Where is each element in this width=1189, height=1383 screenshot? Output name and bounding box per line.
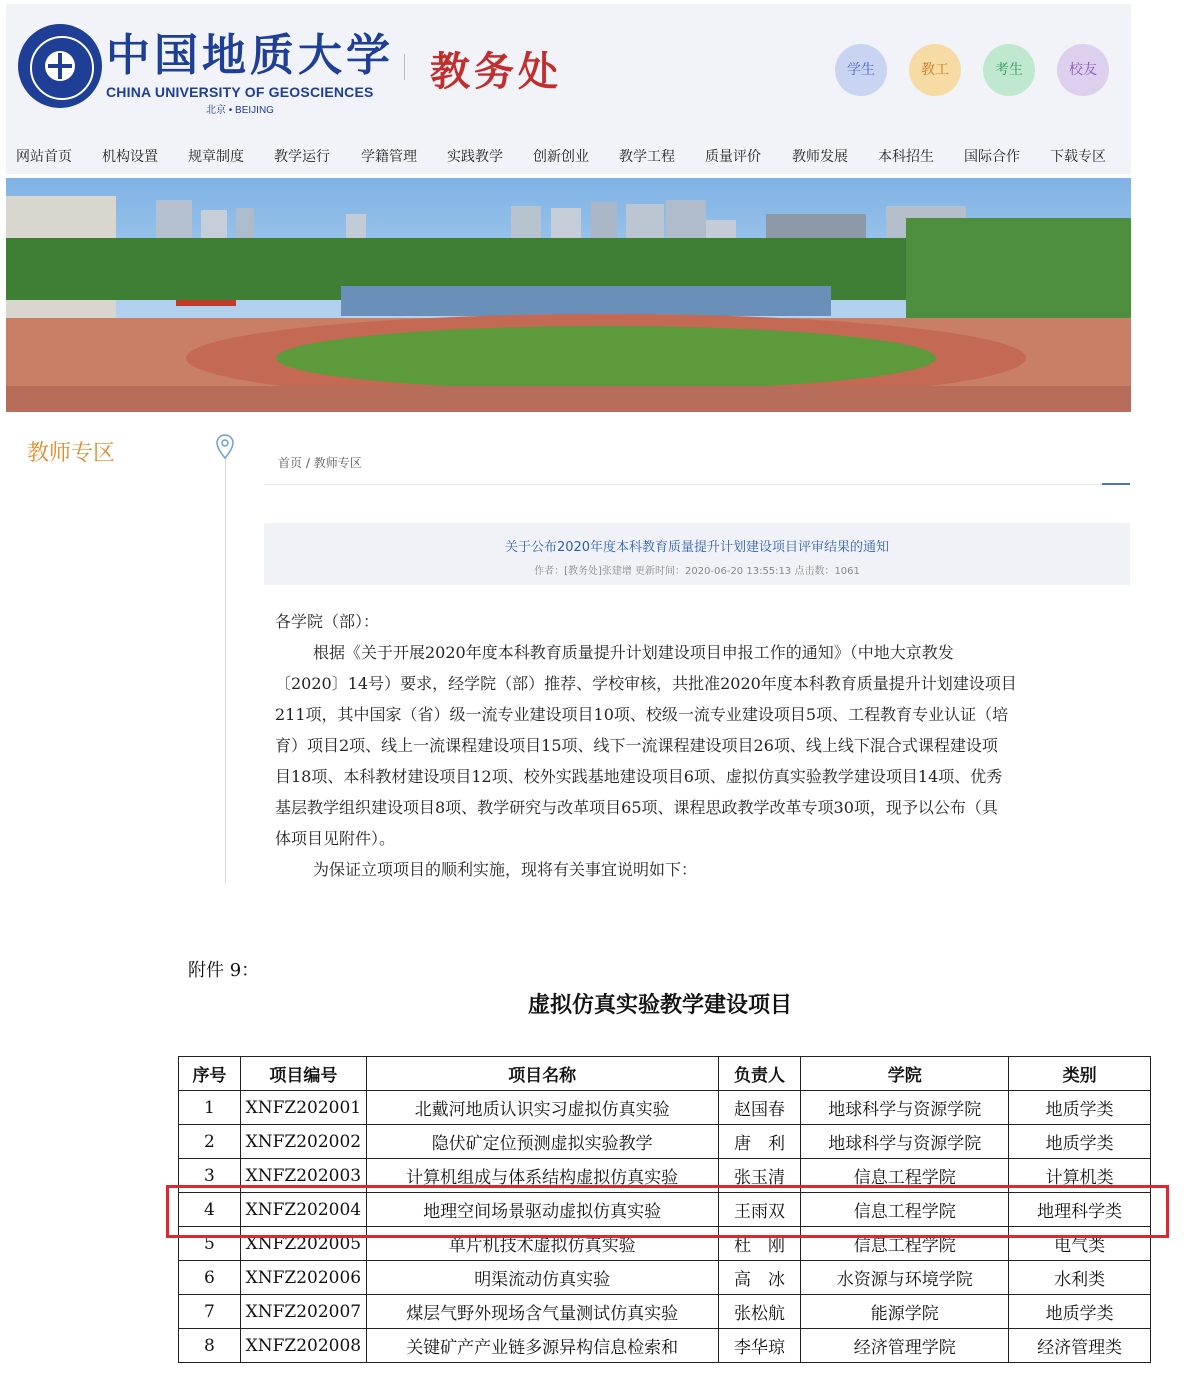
cell-leader: 王雨双 [718,1193,801,1227]
table-row [179,1125,1151,1159]
viewport-clip [0,1363,1189,1383]
breadcrumb-accent [1102,483,1130,485]
logo-divider [404,54,405,80]
cell-name: 煤层气野外现场含气量测试仿真实验 [366,1295,718,1329]
body-line-2: 〔2020〕14号）要求，经学院（部）推荐、学校审核，共批准2020年度本科教育质量提升计划建设项目 [275,674,1017,693]
nav-item-faculty-dev[interactable]: 教师发展 [792,149,848,165]
quick-link-applicant[interactable]: 考生 [983,44,1035,96]
cell-category: 地理科学类 [1009,1193,1151,1227]
cell-index: 8 [179,1329,241,1363]
cell-code: XNFZ202005 [240,1227,366,1261]
campus-banner [6,178,1131,412]
col-header-category: 类别 [1009,1057,1151,1091]
cell-leader: 张松航 [718,1295,801,1329]
cell-leader: 李华琼 [718,1329,801,1363]
cell-code: XNFZ202007 [240,1295,366,1329]
cell-code: XNFZ202002 [240,1125,366,1159]
cell-category: 地质学类 [1009,1295,1151,1329]
col-header-name: 项目名称 [366,1057,718,1091]
quick-link-alumni[interactable]: 校友 [1057,44,1109,96]
cell-college: 信息工程学院 [801,1227,1009,1261]
attachment-label: 附件 9： [188,960,260,981]
cell-name: 北戴河地质认识实习虚拟仿真实验 [366,1091,718,1125]
cell-index: 3 [179,1159,241,1193]
cell-name: 明渠流动仿真实验 [366,1261,718,1295]
col-header-code: 项目编号 [240,1057,366,1091]
quick-link-staff[interactable]: 教工 [909,44,961,96]
cell-code: XNFZ202004 [240,1193,366,1227]
nav-item-quality[interactable]: 质量评价 [705,149,761,165]
cell-name: 地理空间场景驱动虚拟仿真实验 [366,1193,718,1227]
greeting: 各学院（部）： [275,612,380,631]
cell-category: 地质学类 [1009,1125,1151,1159]
cell-index: 4 [179,1193,241,1227]
cell-college: 信息工程学院 [801,1159,1009,1193]
body-line-1: 根据《关于开展2020年度本科教育质量提升计划建设项目申报工作的通知》（中地大京教发 [313,643,954,662]
cell-code: XNFZ202001 [240,1091,366,1125]
cell-index: 7 [179,1295,241,1329]
table-row [179,1329,1151,1363]
nav-item-teaching-ops[interactable]: 教学运行 [274,149,330,165]
nav-item-practice[interactable]: 实践教学 [447,149,503,165]
main-nav [6,140,1131,168]
breadcrumb-divider [264,484,1130,485]
timeline-line [225,456,226,884]
table-row [179,1295,1151,1329]
nav-item-home[interactable]: 网站首页 [16,149,72,165]
cell-college: 地球科学与资源学院 [801,1091,1009,1125]
cell-code: XNFZ202008 [240,1329,366,1363]
cell-leader: 高 冰 [718,1261,801,1295]
cell-name: 单片机技术虚拟仿真实验 [366,1227,718,1261]
body-line-6: 基层教学组织建设项目8项、教学研究与改革项目65项、课程思政教学改革专项30项，现予以公布（具 [275,798,998,817]
body-line-5: 目18项、本科教材建设项目12项、校外实践基地建设项目6项、虚拟仿真实验教学建设项目14项、优秀 [275,767,1003,786]
nav-item-organization[interactable]: 机构设置 [102,149,158,165]
university-seal-icon[interactable] [18,24,102,108]
body-line-3: 211项，其中国家（省）级一流专业建设项目10项、校级一流专业建设项目5项、工程教育专业认证（培 [275,705,1009,724]
cell-index: 1 [179,1091,241,1125]
article-title: 关于公布2020年度本科教育质量提升计划建设项目评审结果的通知 [504,540,890,555]
office-title: 教务处 [430,48,562,95]
col-header-college: 学院 [801,1057,1009,1091]
article-body [275,606,1125,885]
nav-item-innovation[interactable]: 创新创业 [533,149,589,165]
university-name-cn[interactable]: 中国地质大学 [106,30,394,81]
quick-link-student[interactable]: 学生 [835,44,887,96]
university-name-en: CHINA UNIVERSITY OF GEOSCIENCES [106,84,374,100]
cell-name: 计算机组成与体系结构虚拟仿真实验 [366,1159,718,1193]
cell-leader: 赵国春 [718,1091,801,1125]
nav-item-international[interactable]: 国际合作 [964,149,1020,165]
cell-college: 信息工程学院 [801,1193,1009,1227]
cell-category: 水利类 [1009,1261,1151,1295]
body-line-7: 体项目见附件）。 [275,829,396,848]
campus-stadium-image [6,178,1131,412]
cell-category: 电气类 [1009,1227,1151,1261]
cell-leader: 张玉清 [718,1159,801,1193]
col-header-index: 序号 [179,1057,241,1091]
cell-college: 水资源与环境学院 [801,1261,1009,1295]
cell-name: 隐伏矿定位预测虚拟实验教学 [366,1125,718,1159]
nav-item-teaching-projects[interactable]: 教学工程 [619,149,675,165]
cell-index: 6 [179,1261,241,1295]
cell-name: 关键矿产产业链多源异构信息检索和 [366,1329,718,1363]
highlight-box [166,1185,1169,1238]
location-pin-icon [215,434,235,460]
sidebar-title: 教师专区 [27,441,116,466]
table-row [179,1261,1151,1295]
cell-category: 地质学类 [1009,1091,1151,1125]
cell-college: 地球科学与资源学院 [801,1125,1009,1159]
cell-index: 2 [179,1125,241,1159]
body-paragraph-2: 为保证立项项目的顺利实施，现将有关事宜说明如下： [313,860,698,879]
breadcrumb [278,454,362,471]
cell-index: 5 [179,1227,241,1261]
cell-category: 计算机类 [1009,1159,1151,1193]
attachment-title: 虚拟仿真实验教学建设项目 [527,992,792,1018]
cell-college: 能源学院 [801,1295,1009,1329]
col-header-leader: 负责人 [718,1057,801,1091]
cell-code: XNFZ202006 [240,1261,366,1295]
table-row [179,1091,1151,1125]
body-line-4: 育）项目2项、线上一流课程建设项目15项、线下一流课程建设项目26项、线上线下混合式课程建设项 [275,736,998,755]
cell-code: XNFZ202003 [240,1159,366,1193]
cell-leader: 杜 刚 [718,1227,801,1261]
cell-leader: 唐 利 [718,1125,801,1159]
nav-item-downloads[interactable]: 下载专区 [1050,149,1106,165]
breadcrumb-separator: / [305,456,310,470]
university-city: 北京 • BEIJING [206,105,274,116]
nav-item-admissions[interactable]: 本科招生 [878,149,934,165]
cell-college: 经济管理学院 [801,1329,1009,1363]
nav-item-regulations[interactable]: 规章制度 [188,149,244,165]
breadcrumb-home[interactable]: 首页 [278,456,303,470]
article-meta: 作者：[教务处]张建增 更新时间：2020-06-20 13:55:13 点击数：1061 [534,566,860,577]
table-header-row [179,1057,1151,1091]
article-header [264,523,1130,585]
cell-category: 经济管理类 [1009,1329,1151,1363]
nav-item-student-records[interactable]: 学籍管理 [361,149,417,165]
breadcrumb-current[interactable]: 教师专区 [313,456,362,470]
